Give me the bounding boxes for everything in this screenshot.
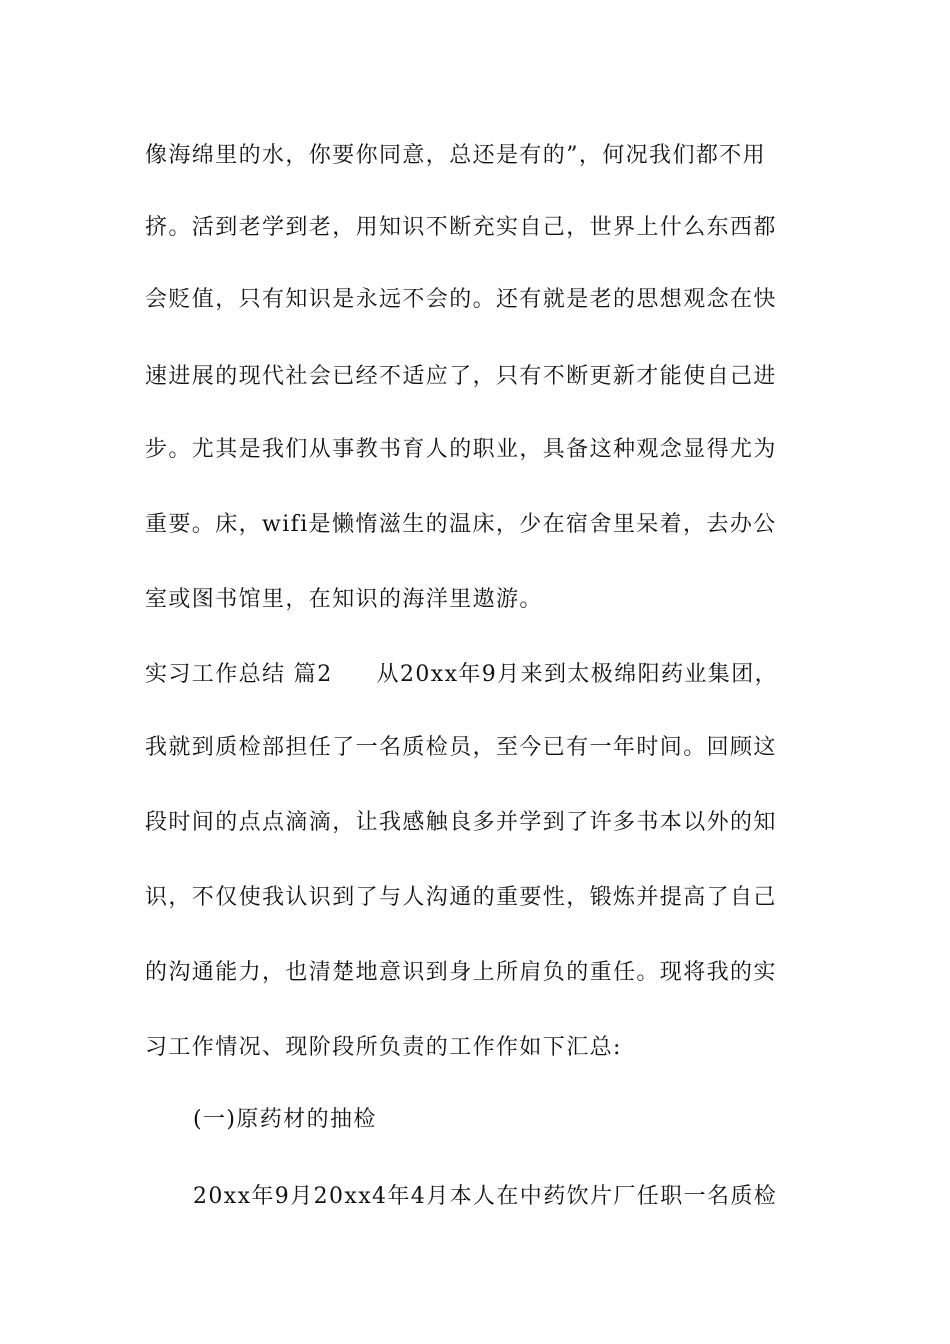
section-heading-line [145,660,778,690]
text-line: 速进展的现代社会已经不适应了，只有不断更新才能使自己进 [145,364,777,389]
text-line: 像海绵里的水，你要你同意，总还是有的”，何况我们都不用 [145,143,767,168]
section-first-line: 从20xx年9月来到太极绵阳药业集团， [376,662,779,687]
text-line: 我就到质检部担任了一名质检员，至今已有一年时间。回顾这 [145,735,777,760]
text-line: 段时间的点点滴滴，让我感触良多并学到了许多书本以外的知 [145,810,777,835]
text-line: 重要。床，wifi是懒惰滋生的温床，少在宿舍里呆着，去办公 [145,512,777,537]
text-line: 步。尤其是我们从事教书育人的职业，具备这种观念显得尤为 [145,437,777,462]
text-line: 的沟通能力，也清楚地意识到身上所肩负的重任。现将我的实 [145,960,777,985]
text-line: 挤。活到老学到老，用知识不断充实自己，世界上什么东西都 [145,215,777,240]
text-line: 20xx年9月20xx4年4月本人在中药饮片厂任职一名质检 [193,1184,778,1209]
text-line: 会贬值，只有知识是永远不会的。还有就是老的思想观念在快 [145,287,777,312]
text-line: 识，不仅使我认识到了与人沟通的重要性，锻炼并提高了自己 [145,885,777,910]
subheading: (一)原药材的抽检 [193,1107,377,1132]
text-line: 室或图书馆里，在知识的海洋里遨游。 [145,587,543,612]
section-heading: 实习工作总结 篇2 [145,662,333,687]
text-line: 习工作情况、现阶段所负责的工作作如下汇总: [145,1035,622,1060]
